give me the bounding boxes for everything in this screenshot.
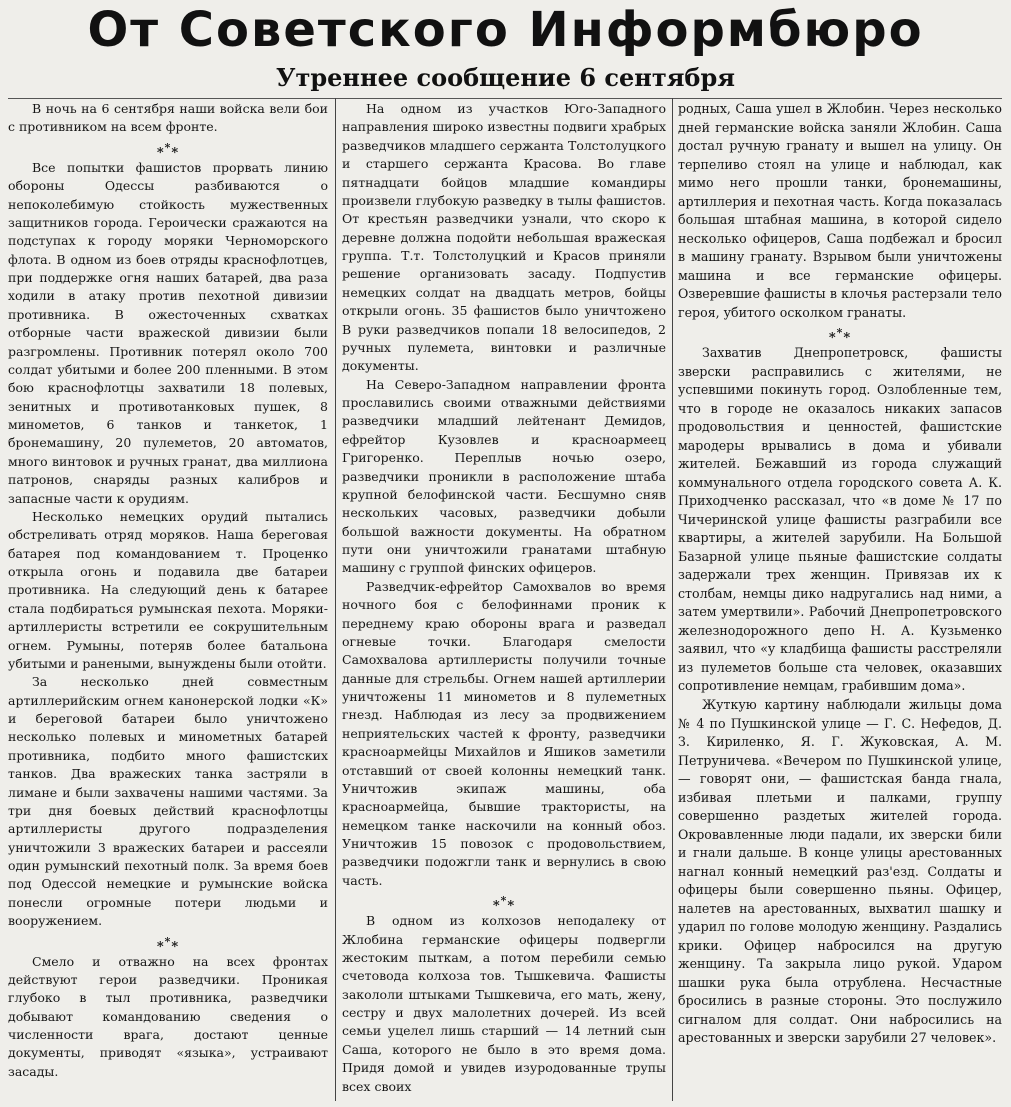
star-glyph: * [156, 145, 165, 161]
article-column-1 [8, 100, 328, 1099]
star-glyph: * [836, 326, 844, 340]
headline: От Советского Информбюро [87, 2, 924, 58]
star-glyph: * [843, 330, 852, 346]
star-glyph: * [500, 894, 508, 908]
star-glyph: * [828, 330, 837, 346]
article-paragraph: Захватив Днепропетровск, фашисты зверски расправились с жителями, не успевшими покинуть город. Озлобленные тем, что в городе не оказалось никаких запасов продовольствия и ценностей, фашистские мародеры врывались в дома и убивали жителей. Бежавший из города служащий коммунального отдела городского совета А. К. Приходченко рассказал, что «в доме № 17 по Чичеринской улице фашисты разграбили все квартиры, а жителей зарубили. На Большой Базарной улице пьяные фашистские солдаты задержали трех женщин. Привязав их к столбам, немцы дико надругались над ними, а затем умертвили». Рабочий Днепропетровского железнодорожного депо Н. А. Кузьменко заявил, что «у кладбища фашисты расстреляли из пулеметов больше ста человек, оказавших сопротивление немцам, грабившим дома». [678, 345, 1002, 694]
article-paragraph: Разведчик-ефрейтор Самохвалов во время ночного боя с белофиннами проник к переднему краю обороны врага и разведал огневые точки. Благодаря смелости Самохвалова артиллеристы получили точные данные для стрельбы. Огнем нашей артиллерии уничтожены 11 минометов и 8 пулеметных гнезд. Наблюдая из лесу за продвижением неприятельских частей к фронту, разведчики красноармейцы Михайлов и Яшиков заметили отставший от своей колонны немецкий танк. Уничтожив экипаж машины, оба красноармейца, бывшие трактористы, на немецком танке наскочили на конный обоз. Уничтожив 15 повозок с продовольствием, разведчики подожгли танк и вернулись в свою часть. [342, 578, 666, 888]
article-paragraph: Все попытки фашистов прорвать линию обороны Одессы разбиваются о непоколебимую стойкость мужественных защитников города. Героически сражаются на подступах к городу моряки Черноморского флота. В одном из боев отряды краснофлотцев, при поддержке огня наших батарей, два раза ходили в атаку против пехотной дивизии противника. В ожесточенных схватках отборные части вражеской дивизии были разгромлены. Противник потерял около 700 солдат убитыми и более 200 пленными. В этом бою краснофлотцы захватили 18 полевых, зенитных и противотанковых пушек, 8 минометов, 6 танков и танкеток, 1 бронемашину, 20 пулеметов, 20 автоматов, много винтовок и ручных гранат, два миллиона патронов, снаряды разных калибров и запасные части к орудиям. [8, 159, 328, 506]
section-separator [342, 890, 666, 912]
article-paragraph: На одном из участков Юго-Западного направления широко известны подвиги храбрых разведчиков младшего сержанта Толстолуцкого и старшего сержанта Красова. Во главе пятнадцати бойцов младшие командиры произвели глубокую разведку в тылы фашистов. От крестьян разведчики узнали, что скоро к деревне должна подойти небольшая вражеская группа. Т.т. Толстолуцкий и Красов приняли решение организовать засаду. Подпустив немецких солдат на двадцать метров, бойцы открыли огонь. 35 фашистов было уничтожено В руки разведчиков попали 18 велосипедов, 2 ручных пулемета, винтовки и различные документы. [342, 101, 666, 374]
star-glyph: * [171, 938, 180, 954]
article-paragraph: В одном из колхозов неподалеку от Жлобина германские офицеры подвергли жестоким пыткам, а потом перебили семью счетовода колхоза тов. Тышкевича. Фашисты закололи штыками Тышкевича, его мать, жену, сестру и двух малолетних дочерей. Из всей семьи уцелел лишь старший — 14 летний сын Саша, которого не было в это время дома. Придя домой и увидев изуродованные трупы всех своих [342, 913, 666, 1094]
column-divider [672, 98, 673, 1101]
section-separator [8, 931, 328, 953]
star-glyph: * [492, 898, 501, 914]
article-paragraph: Жуткую картину наблюдали жильцы дома № 4 по Пушкинской улице — Г. С. Нефедов, Д. З. Кириленко, Я. Г. Жуковская, А. М. Петруничева. «Вечером по Пушкинской улице, — говорят они, — фашистская банда гнала, избивая плетьми и палками, группу совершенно раздетых жителей города. Окровавленные люди падали, их зверски били и гнали дальше. В конце улицы арестованных нагнал конный немецкий раз'езд. Солдаты и офицеры были совершенно пьяны. Офицер, налетев на арестованных, выхватил шашку и ударил по голове молодую женщину. Раздались крики. Офицер набросился на другую женщину. Та закрыла лицо рукой. Ударом шашки рука была отрублена. Несчастные бросились в разные стороны. Это послужило сигналом для солдат. Они набросились на арестованных и зверски зарубили 27 человек». [678, 696, 1002, 1046]
article-column-3 [678, 100, 1002, 1099]
star-glyph: * [156, 938, 165, 954]
article-paragraph: родных, Саша ушел в Жлобин. Через несколько дней германские войска заняли Жлобин. Саша достал ручную гранату и вышел на улицу. Он терпеливо стоял на улице и наблюдал, как мимо него прошли танки, бронемашины, артиллерия и пехотная часть. Когда показалась большая штабная машина, в которой сидело несколько офицеров, Саша подбежал и бросил в машину гранату. Взрывом были уничтожены машина и все германские офицеры. Озверевшие фашисты в клочья растерзали тело героя, убитого осколком гранаты. [678, 101, 1002, 320]
star-glyph: * [164, 934, 172, 948]
article-paragraph: Смело и отважно на всех фронтах действуют герои разведчики. Проникая глубоко в тыл противника, разведчики добывают командованию сведения о численности врага, достают ценные документы, приводят «языка», устраивают засады. [8, 953, 328, 1079]
article-paragraph: На Северо-Западном направлении фронта прославились своими отважными действиями разведчики младший лейтенант Демидов, ефрейтор Кузовлев и красноармеец Григоренко. Переплыв ночью озеро, разведчики проникли в расположение штаба крупной белофинской части. Бесшумно сняв нескольких часовых, разведчики добыли большой важности документы. На обратном пути они уничтожили гранатами штабную машину с группой финских офицеров. [342, 376, 666, 576]
star-glyph: * [164, 140, 172, 154]
article-paragraph: За несколько дней совместным артиллерийским огнем канонерской лодки «К» и береговой батареи было уничтожено несколько полевых и минометных батарей противника, подбито много фашистских танков. Два вражеских танка застряли в лимане и были захвачены нашими частями. За три дня боевых действий краснофлотцы артиллеристы другого подразделения уничтожили 3 вражеских батареи и рассеяли один румынский пехотный полк. За время боев под Одессой немецкие и румынские войска понесли огромные потери людьми и вооружением. [8, 674, 328, 929]
column-divider [335, 98, 336, 1101]
subheadline: Утреннее сообщение 6 сентября [276, 63, 735, 92]
top-rule [8, 98, 1002, 99]
star-glyph: * [507, 898, 516, 914]
article-paragraph: В ночь на 6 сентября наши войска вели бои с противником на всем фронте. [8, 101, 328, 135]
article-column-2 [342, 100, 666, 1099]
star-glyph: * [171, 145, 180, 161]
section-separator [8, 137, 328, 159]
article-paragraph: Несколько немецких орудий пытались обстреливать отряд моряков. Наша береговая батарея под командованием т. Проценко открыла огонь и подавила две батареи противника. На следующий день к батарее стала подбираться румынская пехота. Моряки-артиллеристы встретили ее сокрушительным огнем. Румыны, потеряв более батальона убитыми и ранеными, вынуждены были отойти. [8, 508, 328, 671]
section-separator [678, 322, 1002, 344]
